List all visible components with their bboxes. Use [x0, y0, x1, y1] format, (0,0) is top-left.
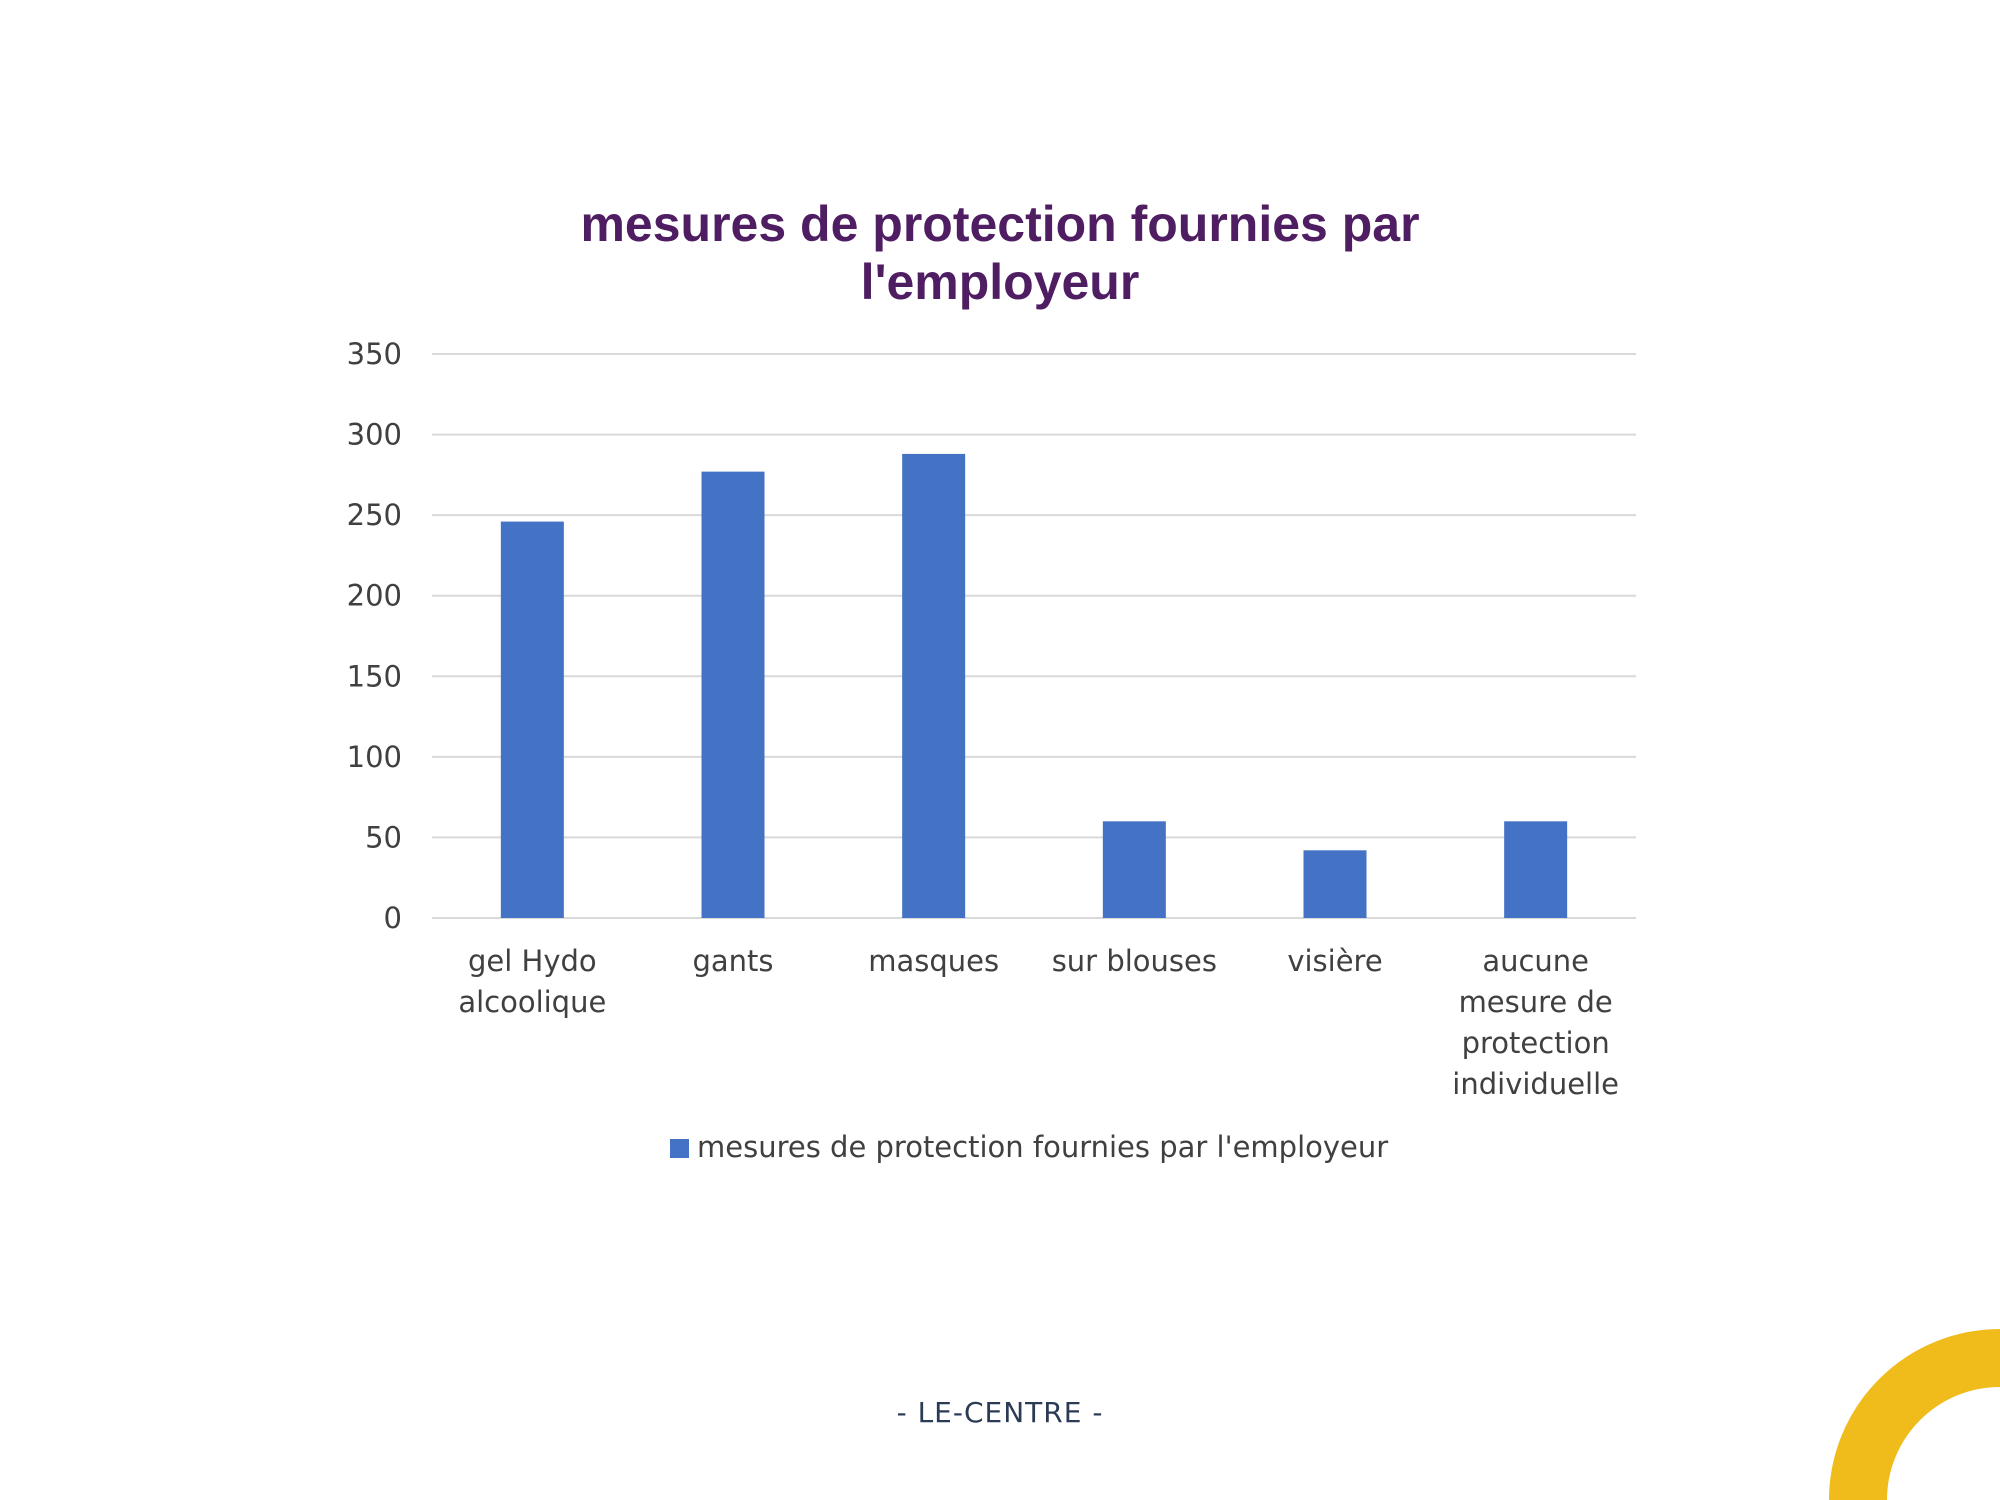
footer-brand: - LE-CENTRE - [896, 1396, 1104, 1429]
x-category-label-2-line-0: masques [868, 944, 1000, 978]
x-category-label-4-line-0: visière [1287, 944, 1383, 978]
x-category-label-0-line-1: alcoolique [458, 985, 607, 1019]
x-category-label-3-line-0: sur blouses [1051, 944, 1217, 978]
y-tick-label-200: 200 [346, 578, 402, 613]
y-tick-label-150: 150 [346, 659, 402, 694]
corner-ring-shape [1858, 1358, 2000, 1500]
y-tick-label-350: 350 [346, 337, 402, 371]
legend-label: mesures de protection fournies par l'employeur [697, 1130, 1389, 1164]
y-tick-label-50: 50 [365, 820, 402, 855]
x-category-label-0-line-0: gel Hydo [468, 944, 597, 978]
y-tick-label-250: 250 [346, 498, 402, 533]
chart-title-line-2: l'employeur [860, 254, 1140, 310]
y-tick-label-0: 0 [383, 901, 402, 935]
y-tick-label-100: 100 [346, 739, 402, 774]
x-category-label-5-line-0: aucune [1482, 944, 1590, 978]
x-category-label-5-line-2: protection [1461, 1026, 1610, 1060]
x-category-label-5-line-1: mesure de [1458, 985, 1613, 1019]
x-category-label-1-line-0: gants [692, 944, 774, 978]
y-tick-label-300: 300 [346, 417, 402, 452]
x-category-label-5-line-3: individuelle [1452, 1067, 1620, 1101]
chart-title-line-1: mesures de protection fournies par [580, 196, 1420, 252]
